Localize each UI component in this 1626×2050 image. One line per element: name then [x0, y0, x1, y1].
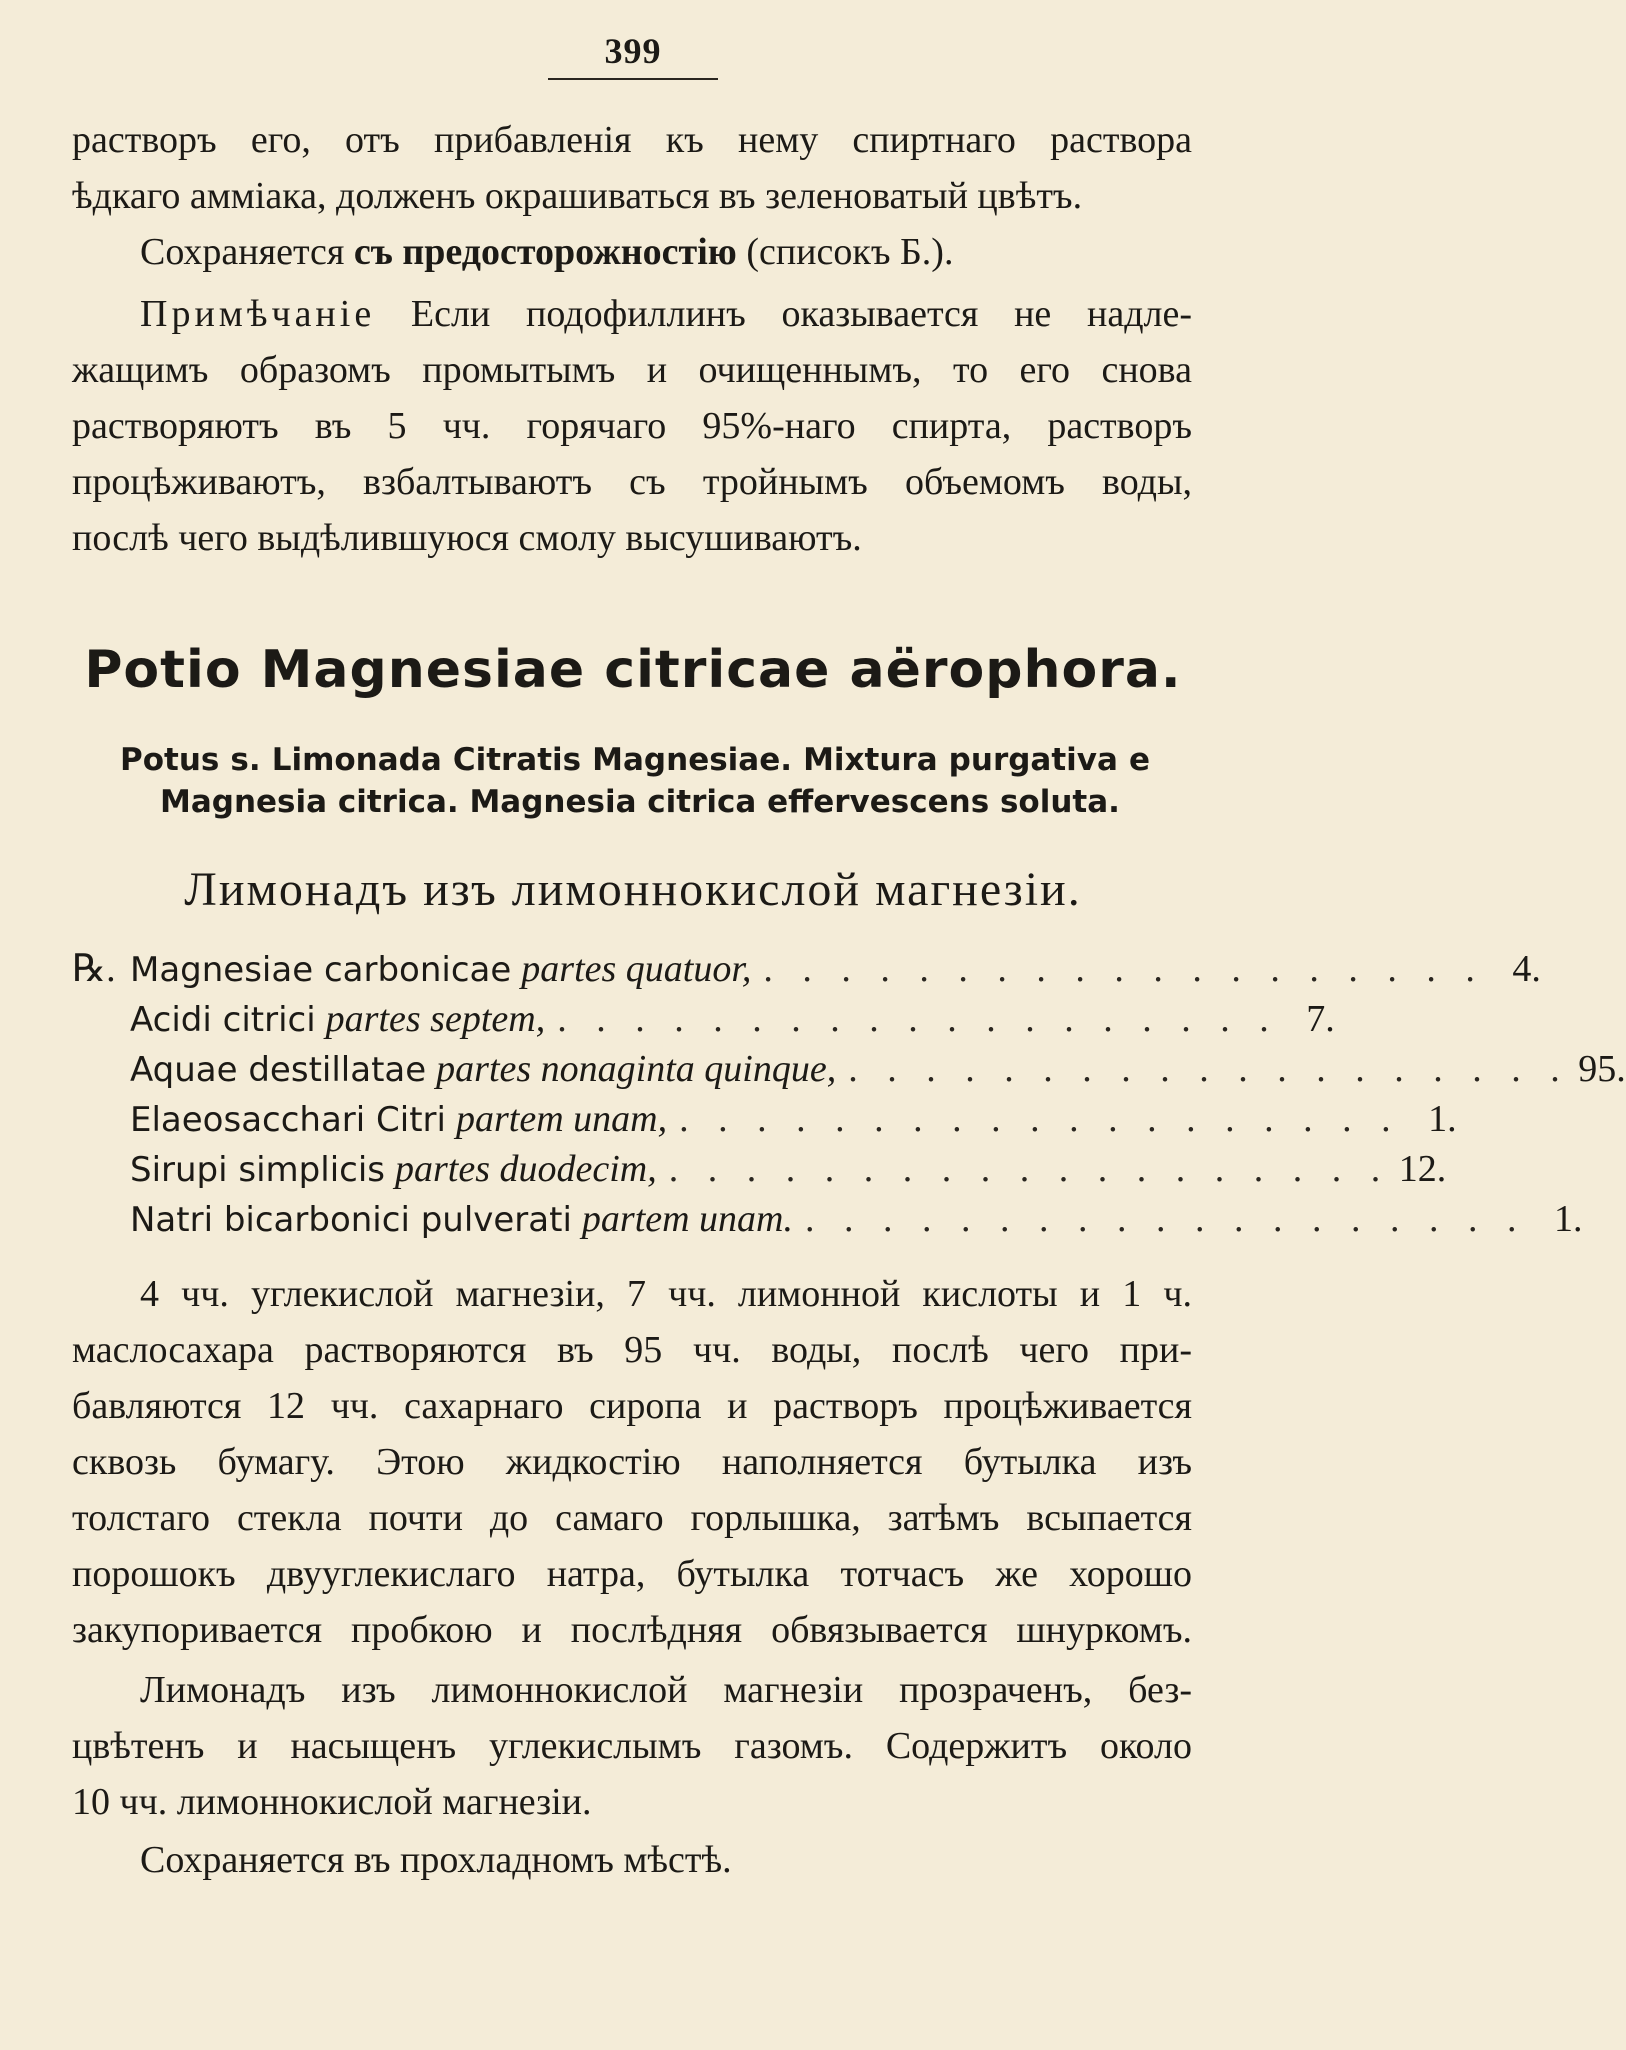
article-synonyms-line: Potus s. Limonada Citratis Magnesiae. Mixtura purgativa e	[120, 742, 1150, 778]
note-text: Если подофиллинъ оказывается не надле-	[410, 293, 1193, 335]
recipe-row	[72, 1194, 1583, 1244]
article-title: Potio Magnesiae citricae aërophora.	[84, 640, 1182, 700]
leader-dots: . . . . . . . . . . . . . . . . . . .	[557, 998, 1279, 1040]
text-line: бавляются 12 чч. сахарнаго сиропа и растворъ процѣживается	[72, 1385, 1192, 1427]
note-paragraph	[72, 286, 1192, 566]
recipe	[72, 944, 1626, 1244]
quantity: partes nonaginta quinque,	[436, 1048, 837, 1090]
ingredient: Acidi citrici	[130, 1000, 316, 1040]
quantity: partes quatuor,	[521, 948, 752, 990]
page-number-rule	[548, 78, 718, 80]
text-line: процѣживаютъ, взбалтываютъ съ тройнымъ объемомъ воды,	[72, 461, 1192, 503]
recipe-row	[72, 944, 1541, 994]
text-line: 4 чч. углекислой магнезіи, 7 чч. лимонной кислоты и 1 ч.	[140, 1273, 1192, 1315]
amount: 7.	[1306, 998, 1335, 1040]
text-line: сквозь бумагу. Этою жидкостію наполняется бутылка изъ	[72, 1441, 1192, 1483]
quantity: partem unam,	[455, 1098, 668, 1140]
note-label: Примѣчаніе	[140, 293, 376, 335]
text-line: маслосахара растворяются въ 95 чч. воды, послѣ чего при-	[72, 1329, 1192, 1371]
description-paragraph	[72, 1662, 1192, 1830]
storage-bold: съ предосторожностію	[353, 231, 737, 273]
leader-dots: . . . . . . . . . . . . . . . . . . .	[679, 1098, 1401, 1140]
text-line: цвѣтенъ и насыщенъ углекислымъ газомъ. Содержитъ около	[72, 1725, 1192, 1767]
amount: 95.	[1578, 1048, 1626, 1090]
page-number: 399	[604, 31, 662, 71]
ingredient: Elaeosacchari Citri	[130, 1100, 446, 1140]
amount: 12.	[1398, 1148, 1447, 1190]
amount: 4.	[1512, 948, 1541, 990]
russian-title: Лимонадъ изъ лимоннокислой магнезіи.	[184, 863, 1082, 916]
text-line: толстаго стекла почти до самаго горлышка, затѣмъ всыпается	[72, 1497, 1192, 1539]
leader-dots: . . . . . . . . . . . . . . . . . . .	[848, 1048, 1570, 1090]
method-paragraph	[72, 1266, 1192, 1658]
recipe-row	[72, 1044, 1626, 1094]
storage-suffix: (списокъ Б.).	[746, 231, 954, 273]
leader-dots: . . . . . . . . . . . . . . . . . . .	[805, 1198, 1527, 1240]
storage-prefix: Сохраняется	[140, 231, 345, 273]
article-synonyms-line: Magnesia citrica. Magnesia citrica effervescens soluta.	[160, 784, 1120, 820]
amount: 1.	[1554, 1198, 1583, 1240]
text-line: закупоривается пробкою и послѣдняя обвязывается шнуркомъ.	[72, 1609, 1192, 1651]
recipe-row	[72, 1094, 1457, 1144]
leader-dots: . . . . . . . . . . . . . . . . . . .	[668, 1148, 1391, 1190]
ingredient: Sirupi simplicis	[130, 1150, 385, 1190]
note-first-line	[72, 286, 1192, 342]
text-line: 10 чч. лимоннокислой магнезіи.	[72, 1781, 592, 1823]
quantity: partem unam.	[581, 1198, 794, 1240]
text-line: жащимъ образомъ промытымъ и очищеннымъ, то его снова	[72, 349, 1192, 391]
text-line: растворяютъ въ 5 чч. горячаго 95%-наго спирта, растворъ	[72, 405, 1192, 447]
recipe-row	[72, 1144, 1447, 1194]
text-line: порошокъ двууглекислаго натра, бутылка тотчасъ же хорошо	[72, 1553, 1192, 1595]
text-line: растворъ его, отъ прибавленія къ нему спиртнаго раствора	[72, 119, 1192, 161]
text-line: ѣдкаго амміака, долженъ окрашиваться въ зеленоватый цвѣтъ.	[72, 175, 1083, 217]
ingredient: Natri bicarbonici pulverati	[130, 1200, 572, 1240]
ingredient: Magnesiae carbonicae	[130, 950, 512, 990]
text-line: Лимонадъ изъ лимоннокислой магнезіи прозраченъ, без-	[140, 1669, 1192, 1711]
intro-paragraph	[72, 112, 1192, 280]
text-line: послѣ чего выдѣлившуюся смолу высушиваютъ.	[72, 517, 862, 559]
final-storage: Сохраняется въ прохладномъ мѣстѣ.	[140, 1839, 732, 1881]
recipe-row	[72, 994, 1335, 1044]
rx-symbol: ℞.	[72, 948, 116, 990]
quantity: partes septem,	[325, 998, 546, 1040]
final-storage-paragraph	[72, 1832, 1192, 1888]
ingredient: Aquae destillatae	[130, 1050, 427, 1090]
amount: 1.	[1428, 1098, 1457, 1140]
quantity: partes duodecim,	[395, 1148, 657, 1190]
storage-note	[72, 224, 1192, 280]
leader-dots: . . . . . . . . . . . . . . . . . . .	[763, 948, 1485, 990]
